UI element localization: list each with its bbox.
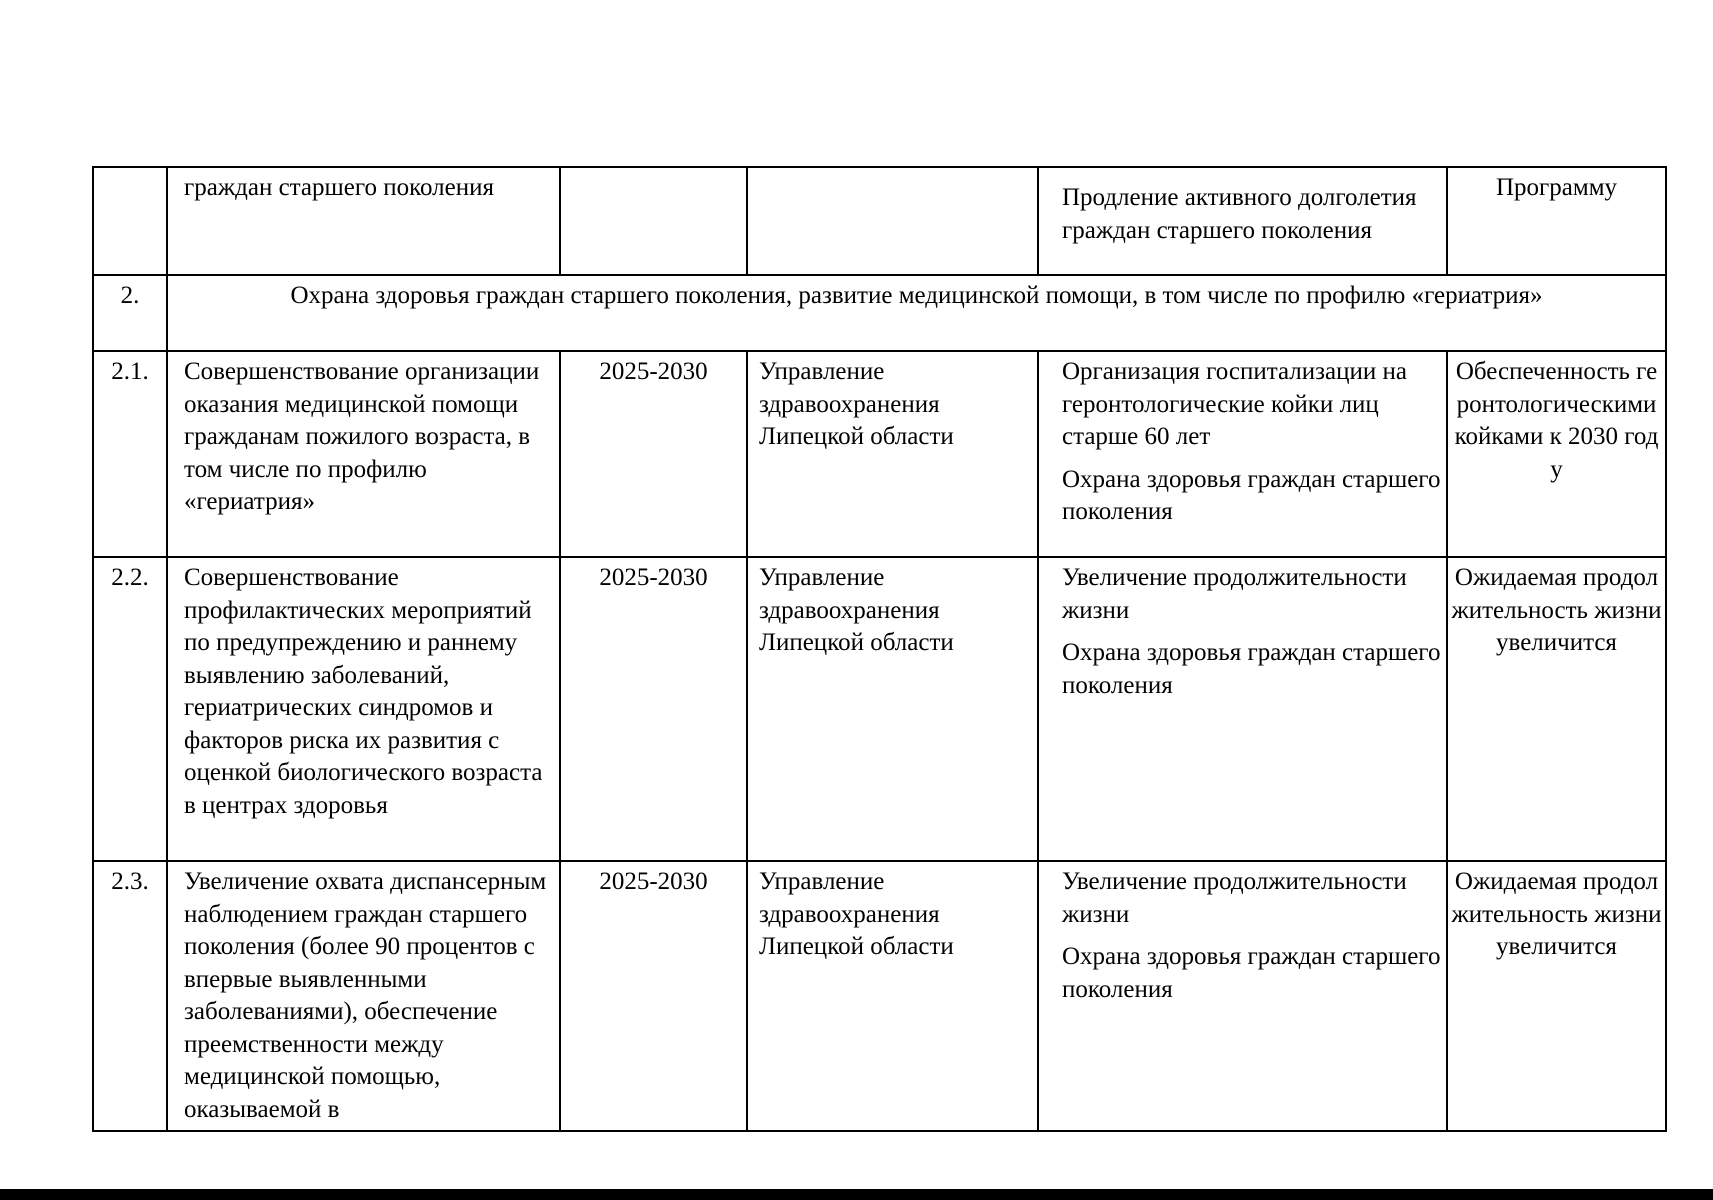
- section-title-cell: Охрана здоровья граждан старшего поколения, развитие медицинской помощи, в том числе по профилю «гериатрия»: [167, 275, 1666, 351]
- indicator-cell: Ожидаемая продолжительность жизни увеличится: [1447, 557, 1666, 861]
- row-number-cell: 2.1.: [93, 351, 167, 557]
- measures-table: [92, 166, 1667, 1132]
- result-text: Охрана здоровья граждан старшего поколения: [1062, 465, 1441, 525]
- result-text: Охрана здоровья граждан старшего поколения: [1062, 639, 1441, 699]
- table-row: [93, 351, 1666, 557]
- indicator-cell: Ожидаемая продолжительность жизни увеличится: [1447, 861, 1666, 1131]
- result-cell: [1038, 167, 1447, 275]
- period-cell: 2025-2030: [560, 351, 747, 557]
- row-number-cell: 2.2.: [93, 557, 167, 861]
- indicator-cell: Обеспеченность геронтологическими койками к 2030 году: [1447, 351, 1666, 557]
- result-text: Организация госпитализации на геронтологические койки лиц старше 60 лет: [1062, 358, 1407, 450]
- result-text: Увеличение продолжительности жизни: [1062, 868, 1407, 928]
- measure-cell: граждан старшего поколения: [167, 167, 560, 275]
- result-text: Увеличение продолжительности жизни: [1062, 564, 1407, 624]
- period-cell: 2025-2030: [560, 557, 747, 861]
- row-number-cell: [93, 167, 167, 275]
- responsible-cell: Управление здравоохранения Липецкой области: [747, 861, 1038, 1131]
- responsible-cell: [747, 167, 1038, 275]
- period-cell: [560, 167, 747, 275]
- row-number-cell: 2.3.: [93, 861, 167, 1131]
- measure-cell: Совершенствование организации оказания медицинской помощи гражданам пожилого возраста, в том числе по профилю «гериатрия»: [167, 351, 560, 557]
- result-cell: [1038, 861, 1447, 1131]
- table-row: [93, 861, 1666, 1131]
- responsible-cell: Управление здравоохранения Липецкой области: [747, 557, 1038, 861]
- result-text: Продление активного долголетия граждан старшего поколения: [1062, 184, 1417, 244]
- indicator-cell: Программу: [1447, 167, 1666, 275]
- result-cell: [1038, 557, 1447, 861]
- measure-cell: Увеличение охвата диспансерным наблюдением граждан старшего поколения (более 90 процентов с впервые выявленными заболеваниями), обеспечение преемственности между медицинской помощью, оказываемой в: [167, 861, 560, 1131]
- result-cell: [1038, 351, 1447, 557]
- result-text: Охрана здоровья граждан старшего поколения: [1062, 943, 1441, 1003]
- table-section-row: [93, 275, 1666, 351]
- measure-cell: Совершенствование профилактических мероприятий по предупреждению и раннему выявлению заболеваний, гериатрических синдромов и факторов риска их развития с оценкой биологического возраста в центрах здоровья: [167, 557, 560, 861]
- section-number-cell: 2.: [93, 275, 167, 351]
- period-cell: 2025-2030: [560, 861, 747, 1131]
- table-row: [93, 557, 1666, 861]
- scan-bottom-edge: [0, 1189, 1713, 1200]
- table-row-continued: [93, 167, 1666, 275]
- responsible-cell: Управление здравоохранения Липецкой области: [747, 351, 1038, 557]
